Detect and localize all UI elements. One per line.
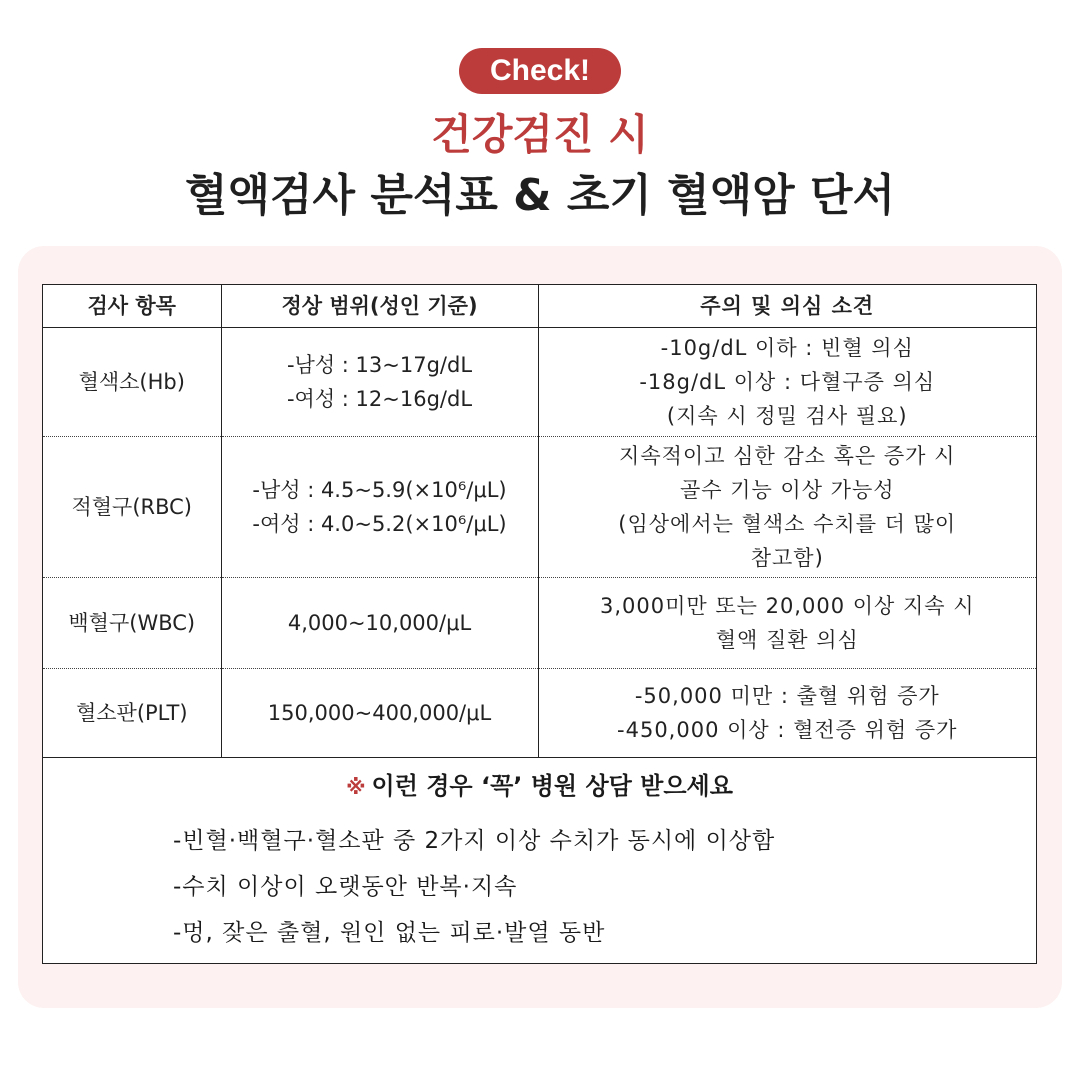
header-note: 주의 및 의심 소견 xyxy=(538,285,1036,328)
table-header-row xyxy=(43,285,1036,328)
note-line: (지속 시 정밀 검사 필요) xyxy=(666,404,908,428)
check-badge: Check! xyxy=(459,48,621,94)
note-line: -18g/dL 이상 : 다혈구증 의심 xyxy=(639,370,936,394)
row-item-hb: 혈색소(Hb) xyxy=(43,328,221,437)
note-line: -50,000 미만 : 출혈 위험 증가 xyxy=(634,684,940,708)
title-line-1: 건강검진 시 xyxy=(431,110,649,159)
range-line: -남성 : 13~17g/dL xyxy=(286,353,473,377)
reference-mark-icon: ※ xyxy=(346,775,366,799)
range-line: 4,000~10,000/μL xyxy=(287,611,472,635)
note-line: 혈액 질환 의심 xyxy=(715,628,859,652)
warning-title xyxy=(43,769,1036,804)
table-row xyxy=(43,328,1036,437)
row-item-plt: 혈소판(PLT) xyxy=(43,669,221,758)
row-note-plt xyxy=(538,669,1036,758)
note-line: 3,000미만 또는 20,000 이상 지속 시 xyxy=(599,594,975,618)
header-item: 검사 항목 xyxy=(43,285,221,328)
note-line: -450,000 이상 : 혈전증 위험 증가 xyxy=(617,718,958,742)
note-line: (임상에서는 혈색소 수치를 더 많이 xyxy=(618,512,957,536)
list-item: -멍, 잦은 출혈, 원인 없는 피로·발열 동반 xyxy=(173,920,606,946)
row-item-rbc: 적혈구(RBC) xyxy=(43,437,221,578)
table-row xyxy=(43,669,1036,758)
note-line: -10g/dL 이하 : 빈혈 의심 xyxy=(660,336,914,360)
row-range-rbc xyxy=(221,437,538,578)
row-item-wbc: 백혈구(WBC) xyxy=(43,578,221,669)
range-line: -남성 : 4.5~5.9(×10⁶/μL) xyxy=(252,478,507,502)
row-note-rbc xyxy=(538,437,1036,578)
header-range: 정상 범위(성인 기준) xyxy=(221,285,538,328)
row-note-wbc xyxy=(538,578,1036,669)
warning-title-text: 이런 경우 ‘꼭’ 병원 상담 받으세요 xyxy=(371,772,733,800)
table-row xyxy=(43,578,1036,669)
list-item: -수치 이상이 오랫동안 반복·지속 xyxy=(173,874,518,900)
blood-test-table xyxy=(43,285,1036,758)
row-range-hb xyxy=(221,328,538,437)
list-item: -빈혈·백혈구·혈소판 중 2가지 이상 수치가 동시에 이상함 xyxy=(173,828,776,854)
analysis-document xyxy=(42,284,1037,964)
range-line: -여성 : 4.0~5.2(×10⁶/μL) xyxy=(252,512,507,536)
title-line-2: 혈액검사 분석표 & 초기 혈액암 단서 xyxy=(184,170,896,221)
row-note-hb xyxy=(538,328,1036,437)
row-range-wbc xyxy=(221,578,538,669)
note-line: 골수 기능 이상 가능성 xyxy=(679,478,895,502)
note-line: 참고함) xyxy=(750,546,824,570)
note-line: 지속적이고 심한 감소 혹은 증가 시 xyxy=(619,444,956,468)
range-line: -여성 : 12~16g/dL xyxy=(286,387,473,411)
range-line: 150,000~400,000/μL xyxy=(267,701,492,725)
warning-list xyxy=(173,818,1036,956)
row-range-plt xyxy=(221,669,538,758)
table-row xyxy=(43,437,1036,578)
warning-section xyxy=(43,759,1036,956)
